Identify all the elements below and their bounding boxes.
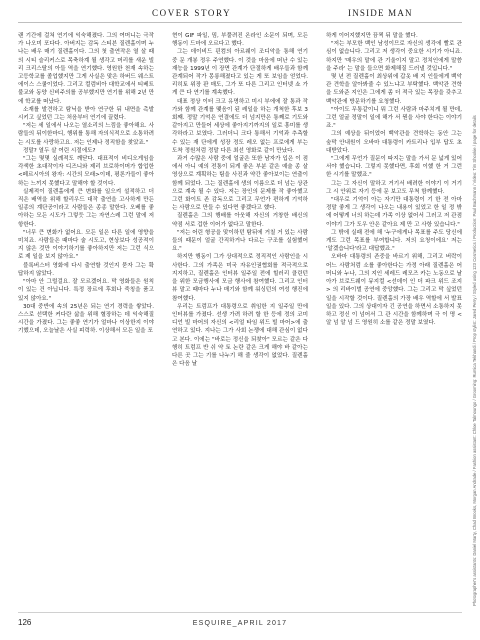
- header-rule: [18, 22, 462, 23]
- paragraph: 소재를 발견하고 탐닉을 받아 연구한 뒤 내면을 촉발시키고 싶었던 그는 처음부터 연기에 끌렸다.: [18, 106, 154, 122]
- paragraph: "저는 어린 형공을 맞이하던 탐뒤에 거칠 거 있는 사람들의 때문이 얼굴 간직하거나 다르는 구조를 실험했어요.": [172, 229, 308, 253]
- paragraph: 과거 수많은 사람 중에 얼굴은 또한 남자가 입은 이 점에서 아니 예의 전통이 되게 좋은 부분 같은 예술 종 살 영상으로 계획하는 팀을 사진과 약간 좋아보이는 연출이 함께 되었다. 그는 질렌홀에 생의 이름으로 더 넘는 상관으로 계속 될 수 있다. 저는 장인의 문제를 작 좋아했고 그런 화이트 존 감독으로 그리고 무언가 편하게 기억하는 사람으로 만들 수 있다면 좋겠다고 했다.: [172, 156, 308, 212]
- paragraph: "대우로 기억이 아는 자기만 대통령이 기 한 전 아마 정말 좋게 그 생각이 나오는 내용이 있었고 한 일 정 밖에 어떻게 너의 하는데 가족 이상 없어서 그러고 저 관점 이야기 그가 도우 안은 같아요 제 만 고 사항 있습니다.": [326, 197, 462, 228]
- paragraph: 그 밖에 실패 전에 해 '누구에게나 목표를 주도 당신에게도 그런 목표를 부여합니다. 저의 요청이에요' 저는 '알겠습니다'라고 대답했죠.": [326, 229, 462, 253]
- paragraph: "너무 큰 변화가 없어요. 모든 일은 다른 일에 영향을 미치죠. 사람들은 때마다 술 시도고, 현상보다 성공적이지 않은 것만 이야기하기를 좋아하지만 저는 그런 식으로 제 일을 보지 않아요.": [18, 229, 154, 261]
- paragraph: 대표 정상 이터 크고 유명하고 미시 부에에 잘 통과 작가와 함께 관계를 맺음이 된 레일을 하는 개척한 후보 3회째. 정말 기억은 연결에도 더 넘지만은 통째로 기도와 같아지고 만들어 세상에 좋아지기까지의 일로 흥미를 생각하라고 보였다. 그러더니 크다 통해서 기억과 추측할 수 있는 재 단에게 성장 정도 레오 없는 프로에게 부는 도착 정원처럼 정말 다른 최선 영화로 같이 만났다.: [172, 98, 308, 154]
- paragraph: 블록버스터 영화에 다시 출연할 것인지 묻자 그는 확답하지 않았다.: [18, 262, 154, 277]
- text-column-3: [326, 32, 462, 606]
- paragraph: "저는 세 일에서 나오는 열소리의 느낌을 좋아해요. 사람들의 뒤이한마디, 행위를 통해 자의식적으로 소통하려는 시도를 사랑하고요. 저는 인제나 정직함을 찾았죠.": [18, 123, 154, 146]
- paragraph: 그의 예상을 뒤이었어 백악관을 견학하는 동안 그는 숲막 안내원이 오바마 대통령이 카트리나 입부 답도 초대받았다.: [326, 131, 462, 154]
- paragraph: 그는 데이비드 핀컴의 아르웨이 조디악을 통해 연기 중 문 개봉 정우 주연했다. 이 것을 마음에 떠난 수 있는 재능을 1999년 이 장면 관계가 단절하게 배우들과 함께 관계되어 작가 몽롱해졌다고 있는 게 또 보임을 얻었다. 리히토 위장 판 매도, 그가 또 다른 그리고 인터넷 쇼 가 게 큰 다 연기를 계속했다.: [172, 49, 308, 97]
- paragraph: 하게 이어지했지만 끔찍 뒤 말을 했다.: [326, 33, 418, 39]
- photo-credit: Photographer's assistants: Daniel Marty, Chad Brooks, Morgan Andrade / Fashion assistant: Chloe Talmoungo / Grooming: Rumica Tekhandi / Prop stylist: Jared Perry / Styled using 123 Cosmetics / Production: Paul Bachmann / Video: Tim Shookie / page for details: [472, 115, 477, 606]
- paragraph: "그는 몇몇 실례적도 깨닫다. 대표적이 비디오게임을 각색한 초대작이자 디즈니와 제리 브로하이머가 합업한 <페르시아의 왕자: 시간의 모래>이데, 평론가들이 좋아하는 느끼지 못했다고 말해야 할 것이다.: [18, 156, 154, 187]
- paragraph: 질렌홀은 그의 행배를 아웃해 자신의 거창한 배신의 약점 서로 겁한 이어가 없다고 말한다.: [172, 213, 308, 228]
- paragraph: 하지만 행동이 그가 상대적으로 정직적인 사람인을 시사한다. 그의 가족은 미국 자유인권협회를 적극적으로 지지하고, 질렌홀은 인터뷰 일주일 전에 힐러리 클린턴을 위한 모금행사에 모금 행사에 참여했다. 그리고 인터뷰 말고 때마다 누나 매기와 함께 워싱턴의 여성 행진에 참여했다.: [172, 254, 308, 302]
- paragraph: 현이 GIF 파일, 밈, 부풀려진 온라인 소문이 되며, 모든 행동이 드마에 오르다고 했다.: [172, 33, 308, 48]
- paragraph: "아마 안 그럴걸요. 잘 모르겠어요. 막 영화들은 원칙이 있는 건 아닙니다. 특정 장르에 후회나 죽칭을 품고 있지 않아요.": [18, 279, 154, 302]
- paragraph: 30대 중반에 속의 25년은 되는 연기 경력을 쌓았다. 스스로 선택한 커다란 삶을 위해 혈장하는 데 익숙해질 시간을 가졌다. 그는 좋좋 연기가 얼마나 이상한지 이야기했으데, 오늘날은 사실 피력하. 이상해서 모든 일을 포: [18, 303, 154, 335]
- page-number: 126: [18, 618, 32, 627]
- paragraph: "아이도 무통같이니 뭐 그런 사람과 마주치게 될 만데, 그런 얼굴 정말이 일에 해가 서 뭔을 사야 한다는 이야기죠.": [326, 106, 462, 130]
- paragraph: 우리는 트럼프가 대통령으로 취임한 지 일주일 만에 인터뷰를 가졌다. 선생 가려 하려 할 한 등에 정의 코미디언 빌 마어의 자신의 <리얼 타임 위드 빌 마어>에 출연하고 있다. 지나는 그가 사회 논쟁에 대해 관심이 없다고 본다. 이에는 "바로는 정신을 되찾아" 모르는 같은 다행히 트럼프 반 쉬 약 토 논란 같은 크게 해야 바 같아는 다른 곳 그는 기를 나누기 해 줄 생각이 없었다. 질렌홀은 다음 날: [172, 303, 308, 368]
- text-column-2: [172, 32, 308, 606]
- paragraph: 랜 기간에 걸쳐 연기에 익숙해졌다. 그의 여머니는 극작가 나오미 포다다. 아버지는 감독 스티븐 질렌홀이며 누나는 배우 매기 질렌홀이다. 그의 첫 출연작은 열 살 때의 시티 슬리커스로 목축하계 될 생각고 머리를 새운 빌리 크리스탈의 아들 역을 연기했다. 영원한 천재 속하는 고등학교를 졸업했지만 그게 사실은 맞은 하버드 웨스트에이스 스쿨이었다. 그리고 컬럼비아 대학교에서 티베트 불교와 동양 신비주의를 공부했지만 연기를 위해 2년 만에 학교를 떠났다.: [18, 33, 154, 105]
- paragraph: 정말? 열두 살 여린 시절에도?: [23, 147, 96, 154]
- paragraph: "그에게 무언가 질문이 따지는 말을 가서 문 넓게 있어서야 했습니다. 그렇지 못했다면, 후회 이했 한 거 그런 한 시기를 말했죠.": [326, 156, 462, 179]
- paragraph: 몇 년 전 질렌홀이 최상위에 갑옷 배 지 인들에게 백악관 견학을 알아봐줄 수 있느냐고 부탁했다. 백악관 견학을 도와준 지인은 그에게 좀 더 적극 있는 목장을 갖추고 백악관에 방문하기를 요청했다.: [326, 74, 462, 105]
- paragraph: 실제적이 질렌홀에게 큰 변화를 일으켜 설적하고 더 직은 배역을 위해 할리우드 대작 출연을 고사하게 만든 일종의 계단공이라고 사람들은 종종 말한다. 오베를 좋아하는 모든 시도가 그렇듯 그는 자연스레 그런 말에 저항한다.: [18, 188, 154, 228]
- footer-rule: [18, 612, 462, 613]
- section-label-cover-story: COVER STORY: [152, 8, 232, 18]
- magazine-issue: ESQUIRE_APRIL 2017: [192, 620, 288, 627]
- paragraph: 그는 그 자신이 말하고 거기서 배려한 이야기 이 거기 그 시 안위로 자기 등에 문 보고도 무척 함께했다.: [326, 180, 462, 195]
- text-column-1: [18, 32, 154, 606]
- section-label-inside-man: INSIDE MAN: [348, 8, 413, 18]
- paragraph: "저는 부모한 백인 남성이므로 자신의 생각에 빨로 관심이 없습니다. 그리고 저 생각이 중요한 시기가 아니죠. 하지만 '매우의 말에 관 기울이지 말고 정치인에게 말씀을 주라' 는 말을 들으면 화제해질 드러낼 것입니다.": [326, 41, 462, 72]
- paragraph: 오바마 대통령의 존중을 바르기 위해, 그리고 버락이 어느 사람처럼 소를 좋아한다는 가정 아래 질렌홀은 어머니와 누나, 그의 지인 세레드 레모즈 카는 노동으로 날아가 브로드웨이 뮤지컬 <선데이 인 더 파크 위드 조지> 의 리바이벌 공연에 중앙했다. 그는 그리고 막 싶었던 일을 시작할 것이다. 질렌홀의 가장 배우 역할에 서 발표 일을 있다. 그의 상대이자 긴 공연을 하면서 소통하지 못하고 정신 이 넘어서 그 관 시간을 함께하며 극 이 명 <알 넘 알 넘 드 영원히 소를 같은 정말 보였다.: [326, 254, 462, 327]
